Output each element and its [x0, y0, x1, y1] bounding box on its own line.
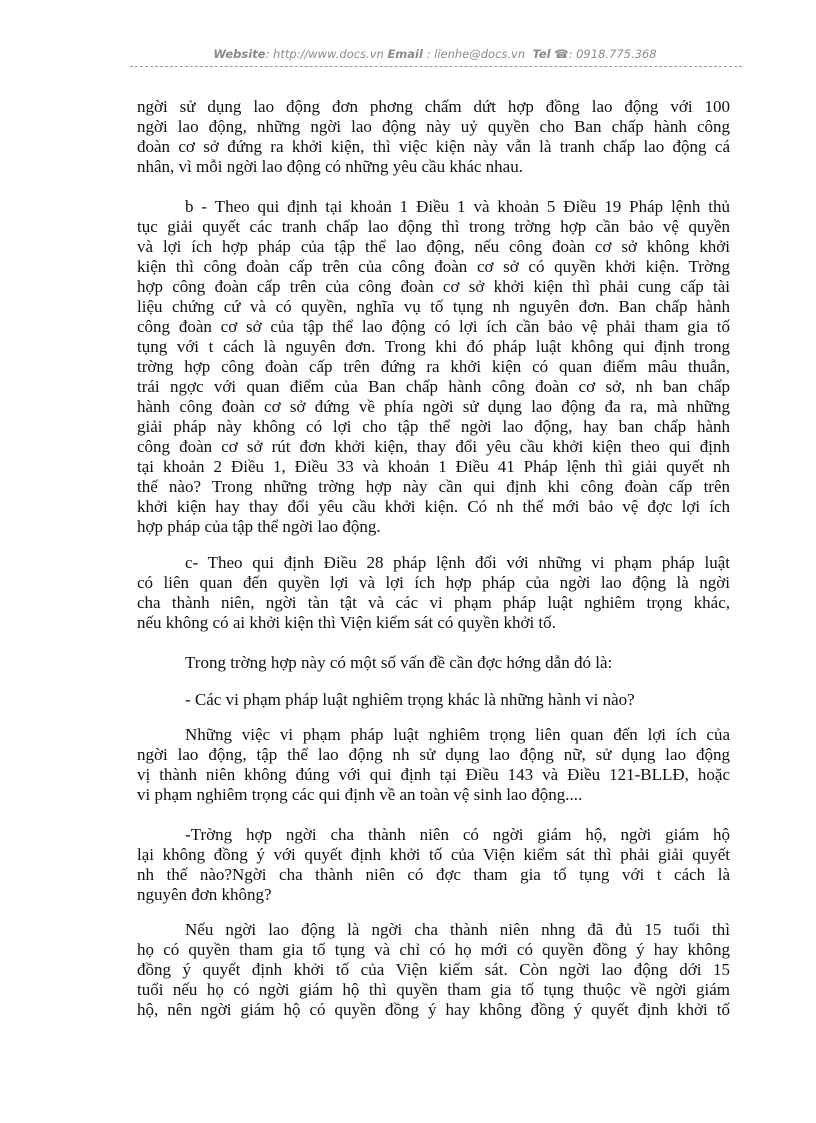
text-line: công đoàn cơ sở rút đơn khởi kiện, thay đổi yêu cầu khởi kiện theo qui định	[137, 437, 730, 456]
paragraph	[137, 653, 730, 673]
text-line: Những việc vi phạm pháp luật nghiêm trọng liên quan đến lợi ích của	[185, 725, 730, 744]
text-line: lại không đồng ý với quyết định khởi tố của Viện kiểm sát thì phải giải quyết	[137, 845, 730, 864]
paragraph	[137, 197, 730, 537]
paragraph	[137, 825, 730, 905]
email-label: Email	[387, 47, 423, 61]
text-line: và lợi ích hợp pháp của tập thể lao động, nếu công đoàn cơ sở không khởi	[137, 237, 730, 256]
text-line: c- Theo qui định Điều 28 pháp lệnh đối với những vi phạm pháp luật	[185, 553, 730, 572]
text-line: nhân, vì mỗi ngời lao động có những yêu cầu khác nhau.	[137, 157, 523, 176]
text-line: tụng với t cách là nguyên đơn. Trong khi đó pháp luật không qui định trong	[137, 337, 730, 356]
tel-label: Tel	[532, 47, 551, 61]
text-line: trái ngợc với quan điểm của Ban chấp hành công đoàn cơ sở, nh ban chấp	[137, 377, 730, 396]
email-address: : lienhe@docs.vn	[426, 47, 526, 61]
text-line: hợp pháp của tập thể ngời lao động.	[137, 517, 381, 536]
tel-number: : 0918.775.368	[568, 47, 657, 61]
text-line: đoàn cơ sở đứng ra khởi kiện, thì việc kiện này vẫn là tranh chấp lao động cá	[137, 137, 730, 156]
page-header	[130, 47, 740, 61]
paragraph	[137, 553, 730, 633]
phone-icon: ☎	[554, 47, 569, 61]
paragraph	[137, 920, 730, 1020]
text-line: -Trờng hợp ngời cha thành niên có ngời giám hộ, ngời giám hộ	[185, 825, 730, 844]
text-line: hợp công đoàn cấp trên của công đoàn cơ sở khởi kiện thì phải cung cấp tài	[137, 277, 730, 296]
text-line: đồng ý quyết định khởi tố của Viện kiểm sát. Còn ngời lao động dới 15	[137, 960, 730, 979]
text-line: cha thành niên, ngời tàn tật và các vi phạm pháp luật nghiêm trọng khác,	[137, 593, 730, 612]
paragraph	[137, 97, 730, 177]
header-divider	[130, 66, 742, 67]
text-line: ngời lao động, những ngời lao động này uỷ quyền cho Ban chấp hành công	[137, 117, 730, 136]
text-line: hộ, nên ngời giám hộ có quyền đồng ý hay không đồng ý quyết định khởi tố	[137, 1000, 730, 1019]
text-line: kiện thì công đoàn cấp trên của công đoàn cơ sở có quyền khởi kiện. Trờng	[137, 257, 730, 276]
text-line: ngời sử dụng lao động đơn phơng chấm dứt hợp đồng lao động với 100	[137, 97, 730, 116]
text-line: nguyên đơn không?	[137, 885, 272, 904]
text-line: b - Theo qui định tại khoản 1 Điều 1 và khoản 5 Điều 19 Pháp lệnh thủ	[185, 197, 730, 216]
text-line: giải pháp này không có lợi cho tập thể ngời lao động, hay ban chấp hành	[137, 417, 730, 436]
text-line: ngời lao động, tập thể lao động nh sử dụng lao động nữ, sử dụng lao động	[137, 745, 730, 764]
text-line: công đoàn cơ sở của tập thể lao động có lợi ích cần bảo vệ phải tham gia tố	[137, 317, 730, 336]
text-line: trờng hợp công đoàn cấp trên đứng ra khởi kiện có quan điểm mâu thuẫn,	[137, 357, 730, 376]
text-line: vị thành niên không đúng với qui định tại Điều 143 và Điều 121-BLLĐ, hoặc	[137, 765, 730, 784]
text-line: Nếu ngời lao động là ngời cha thành niên nhng đã đủ 15 tuổi thì	[185, 920, 730, 939]
text-line: tục giải quyết các tranh chấp lao động thì trong trờng hợp cần bảo vệ quyền	[137, 217, 730, 236]
text-line: Trong trờng hợp này có một số vấn đề cần đợc hớng dẫn đó là:	[185, 653, 613, 672]
website-label: Website	[213, 47, 266, 61]
text-line: vi phạm nghiêm trọng các qui định về an toàn vệ sinh lao động....	[137, 785, 583, 804]
text-line: liệu chứng cứ và có quyền, nghĩa vụ tố tụng nh nguyên đơn. Ban chấp hành	[137, 297, 730, 316]
text-line: tuổi nếu họ có ngời giám hộ thì quyền tham gia tố tụng thuộc về ngời giám	[137, 980, 730, 999]
text-line: - Các vi phạm pháp luật nghiêm trọng khác là những hành vi nào?	[185, 690, 635, 709]
text-line: có liên quan đến quyền lợi và lợi ích hợp pháp của ngời lao động là ngời	[137, 573, 730, 592]
website-url: : http://www.docs.vn	[265, 47, 384, 61]
text-line: nh thế nào?Ngời cha thành niên có đợc tham gia tố tụng với t cách là	[137, 865, 730, 884]
paragraph	[137, 725, 730, 805]
text-line: họ có quyền tham gia tố tụng và chỉ có họ mới có quyền đồng ý hay không	[137, 940, 730, 959]
paragraph	[137, 690, 730, 710]
text-line: nếu không có ai khởi kiện thì Viện kiểm sát có quyền khởi tố.	[137, 613, 556, 632]
text-line: khởi kiện hay thay đổi yêu cầu khởi kiện. Có nh thế mới bảo vệ đợc lợi ích	[137, 497, 730, 516]
text-line: thế nào? Trong những trờng hợp này cần qui định khi công đoàn cấp trên	[137, 477, 730, 496]
text-line: hành công đoàn cơ sở đứng về phía ngời sử dụng lao động đa ra, mà những	[137, 397, 730, 416]
text-line: tại khoản 2 Điều 1, Điều 33 và khoản 1 Điều 41 Pháp lệnh thì giải quyết nh	[137, 457, 730, 476]
